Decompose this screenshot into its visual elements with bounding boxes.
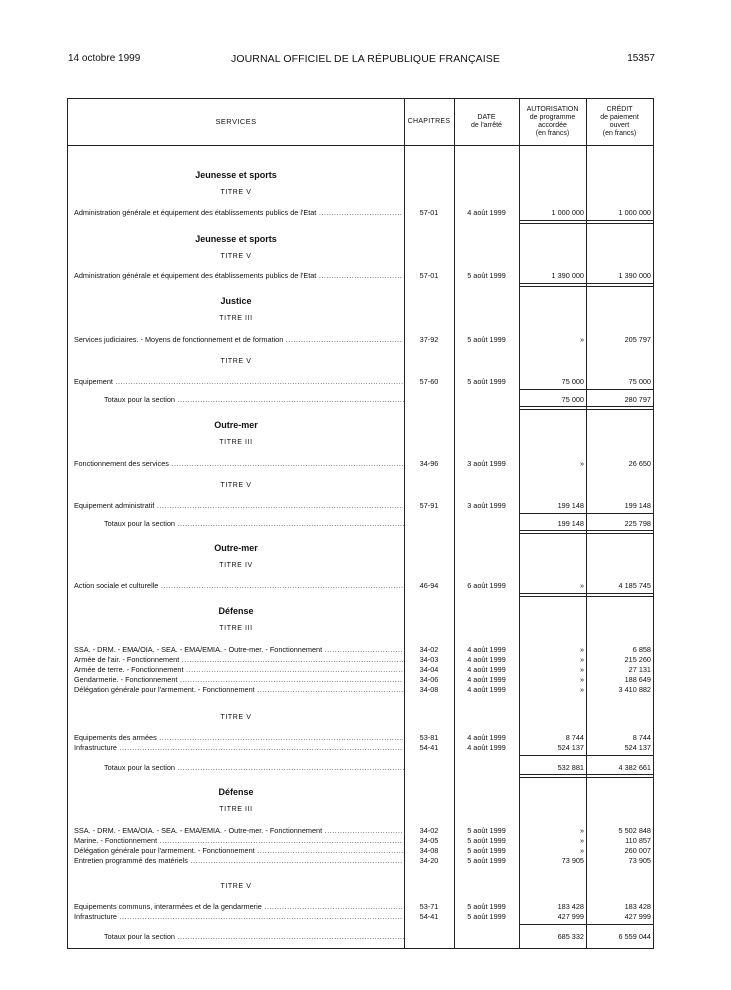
- titre-heading: TITRE III: [219, 806, 253, 813]
- section-title: Défense: [218, 606, 254, 616]
- titre-heading: TITRE V: [220, 253, 252, 260]
- total-rule: [520, 389, 654, 390]
- table-row: Action sociale et culturelle ..... 46-94 6 août 1999 » 4 185 745: [68, 580, 653, 591]
- col-header-date: DATE de l'arrêté: [471, 114, 502, 129]
- table-row: SSA. - DRM. - EMA/OIA. - SEA. - EMA/EMIA. - Outre-mer. - Fonctionnement ..... 34-02 5 août 1999 » 5 502 848: [68, 825, 653, 836]
- titre-heading: TITRE V: [220, 189, 252, 196]
- double-rule: [520, 220, 654, 224]
- titre-heading: TITRE V: [220, 883, 252, 890]
- total-row: Totaux pour la section ..... 685 332 6 559 044: [68, 931, 653, 942]
- table-row: Services judiciaires. - Moyens de fonctionnement et de formation ..... 37-92 5 août 1999 » 205 797: [68, 334, 653, 345]
- credits-table: [67, 98, 654, 949]
- double-rule: [520, 593, 654, 597]
- table-row: Gendarmerie. - Fonctionnement ..... 34-06 4 août 1999 » 188 649: [68, 674, 653, 685]
- header-rule: [68, 145, 653, 146]
- col-header-autorisation: AUTORISATION de programme accordée (en francs): [526, 106, 579, 137]
- col-header-chapitres: CHAPITRES: [407, 118, 451, 125]
- total-row: Totaux pour la section ..... 75 000 280 797: [68, 394, 653, 405]
- double-rule: [520, 406, 654, 410]
- table-row: Equipement ..... 57-60 5 août 1999 75 000 75 000: [68, 376, 653, 387]
- table-row: Equipements communs, interarmées et de la gendarmerie ..... 53-71 5 août 1999 183 428 183 428: [68, 901, 653, 912]
- double-rule: [520, 530, 654, 534]
- titre-heading: TITRE III: [219, 439, 253, 446]
- section-title: Outre-mer: [214, 543, 258, 553]
- titre-heading: TITRE III: [219, 315, 253, 322]
- journal-title: JOURNAL OFFICIEL DE LA RÉPUBLIQUE FRANÇAISE: [231, 53, 500, 65]
- table-row: Equipement administratif ..... 57-91 3 août 1999 199 148 199 148: [68, 500, 653, 511]
- total-row: Totaux pour la section ..... 532 881 4 382 661: [68, 762, 653, 773]
- titre-heading: TITRE V: [220, 714, 252, 721]
- table-row: Entretien programmé des matériels ..... 34-20 5 août 1999 73 905 73 905: [68, 855, 653, 866]
- page-date: 14 octobre 1999: [68, 53, 141, 64]
- table-row: Délégation générale pour l'armement. - Fonctionnement ..... 34-08 5 août 1999 » 260 007: [68, 845, 653, 856]
- table-row: Armée de terre. - Fonctionnement ..... 34-04 4 août 1999 » 27 131: [68, 664, 653, 675]
- col-header-credit: CRÉDIT de paiement ouvert (en francs): [600, 106, 639, 137]
- total-rule: [520, 755, 654, 756]
- double-rule: [520, 774, 654, 778]
- page-number: 15357: [627, 53, 655, 64]
- section-title: Justice: [220, 296, 252, 306]
- table-row: Equipements des armées ..... 53-81 4 août 1999 8 744 8 744: [68, 732, 653, 743]
- table-row: Infrastructure ..... 54-41 4 août 1999 524 137 524 137: [68, 742, 653, 753]
- total-rule: [520, 513, 654, 514]
- table-row: Délégation générale pour l'armement. - Fonctionnement ..... 34-08 4 août 1999 » 3 410 882: [68, 684, 653, 695]
- titre-heading: TITRE V: [220, 358, 252, 365]
- table-row: Administration générale et équipement des établissements publics de l'Etat ..... 57-01 5 août 1999 1 390 000 1 390 000: [68, 270, 653, 281]
- table-row: Administration générale et équipement des établissements publics de l'Etat ..... 57-01 4 août 1999 1 000 000 1 000 000: [68, 207, 653, 218]
- total-row: Totaux pour la section ..... 199 148 225 798: [68, 518, 653, 529]
- table-row: Marine. - Fonctionnement ..... 34-05 5 août 1999 » 110 857: [68, 835, 653, 846]
- section-title: Défense: [218, 787, 254, 797]
- titre-heading: TITRE IV: [219, 562, 253, 569]
- table-row: Fonctionnement des services ..... 34-96 3 août 1999 » 26 650: [68, 458, 653, 469]
- section-title: Outre-mer: [214, 420, 258, 430]
- titre-heading: TITRE V: [220, 482, 252, 489]
- titre-heading: TITRE III: [219, 625, 253, 632]
- total-rule: [520, 924, 654, 925]
- table-row: Infrastructure ..... 54-41 5 août 1999 427 999 427 999: [68, 911, 653, 922]
- table-row: SSA. - DRM. - EMA/OIA. - SEA. - EMA/EMIA. - Outre-mer. - Fonctionnement ..... 34-02 4 août 1999 » 6 858: [68, 644, 653, 655]
- col-header-services: SERVICES: [215, 117, 257, 126]
- section-title: Jeunesse et sports: [195, 170, 277, 180]
- section-title: Jeunesse et sports: [195, 234, 277, 244]
- double-rule: [520, 283, 654, 287]
- table-row: Armée de l'air. - Fonctionnement ..... 34-03 4 août 1999 » 215 260: [68, 654, 653, 665]
